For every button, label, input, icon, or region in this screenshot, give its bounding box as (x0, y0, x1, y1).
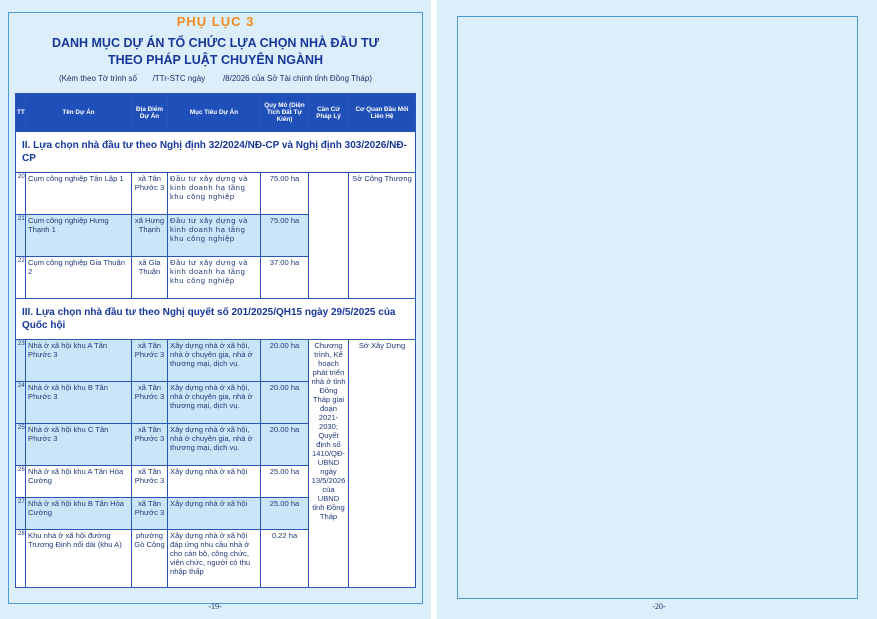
cell-location: xã Tân Phước 3 (132, 382, 168, 424)
cell-scale: 37.00 ha (261, 257, 309, 299)
cell-objective: Đầu tư xây dựng và kinh doanh hạ tầng khu công nghiệp (168, 257, 261, 299)
cell-tt: 22 (16, 257, 26, 299)
cell-objective: Xây dựng nhà ở xã hội (168, 466, 261, 498)
cell-tt: 24 (16, 382, 26, 424)
appendix-title: PHỤ LỤC 3 (176, 14, 255, 29)
cell-objective: Xây dựng nhà ở xã hội đáp ứng nhu cầu nhà ở cho cán bộ, công chức, viên chức, người có thu nhập thấp (168, 530, 261, 588)
cell-location: xã Gia Thuận (132, 257, 168, 299)
cell-scale: 25.00 ha (261, 466, 309, 498)
cell-legal-section3: Chương trình, Kế hoạch phát triển nhà ở tỉnh Đồng Tháp giai đoạn 2021-2030; Quyết định số 1410/QĐ-UBND ngày 13/5/2026 của UBND tỉnh Đồng Tháp (309, 340, 349, 588)
cell-legal-section2 (309, 173, 349, 299)
cell-agency-section3: Sở Xây Dựng (349, 340, 416, 588)
section2-title: II. Lựa chọn nhà đầu tư theo Nghị định 32/2024/NĐ-CP và Nghị định 303/2026/NĐ-CP (16, 132, 416, 173)
section3-title: III. Lựa chọn nhà đầu tư theo Nghị quyết số 201/2025/QH15 ngày 29/5/2025 của Quốc hội (16, 299, 416, 340)
cell-tt: 23 (16, 340, 26, 382)
attachment-note: (Kèm theo Tờ trình số /TTr-STC ngày /8/2026 của Sở Tài chính tỉnh Đồng Tháp) (58, 74, 372, 83)
cell-name: Nhà ở xã hội khu A Tân Phước 3 (26, 340, 132, 382)
document-title-line1: DANH MỤC DỰ ÁN TỔ CHỨC LỰA CHỌN NHÀ ĐẦU TƯ (51, 36, 380, 50)
cell-objective: Đầu tư xây dựng và kinh doanh hạ tầng khu công nghiệp (168, 215, 261, 257)
cell-location: xã Hưng Thạnh (132, 215, 168, 257)
cell-tt: 21 (16, 215, 26, 257)
cell-objective: Xây dựng nhà ở xã hội, nhà ở chuyên gia, nhà ở thương mại, dịch vụ. (168, 382, 261, 424)
cell-location: xã Tân Phước 3 (132, 424, 168, 466)
cell-scale: 75.00 ha (261, 173, 309, 215)
page-number-left: -19- (208, 602, 222, 611)
cell-location: xã Tân Phước 3 (132, 340, 168, 382)
col-header-location: Địa Điểm Dự Án (132, 94, 168, 132)
cell-name: Cụm công nghiệp Gia Thuận 2 (26, 257, 132, 299)
cell-name: Khu nhà ở xã hội đường Trương Định nối dài (khu A) (26, 530, 132, 588)
cell-name: Nhà ở xã hội khu B Tân Phước 3 (26, 382, 132, 424)
table-row (16, 340, 416, 382)
cell-scale: 25.00 ha (261, 498, 309, 530)
cell-tt: 28 (16, 530, 26, 588)
project-table (15, 93, 416, 588)
col-header-objective: Mục Tiêu Dự Án (168, 94, 261, 132)
col-header-scale: Quy Mô (Diện Tích Đất Tự Kiến) (261, 94, 309, 132)
cell-scale: 20.00 ha (261, 424, 309, 466)
table-header-row (16, 94, 416, 132)
cell-location: phường Gò Công (132, 530, 168, 588)
cell-objective: Xây dựng nhà ở xã hội (168, 498, 261, 530)
cell-objective: Xây dựng nhà ở xã hội, nhà ở chuyên gia, nhà ở thương mại, dịch vụ. (168, 340, 261, 382)
right-page-frame (457, 16, 858, 599)
right-page (437, 0, 877, 619)
cell-name: Cụm công nghiệp Hưng Thạnh 1 (26, 215, 132, 257)
col-header-name: Tên Dự Án (26, 94, 132, 132)
cell-scale: 0.22 ha (261, 530, 309, 588)
section-heading-row (16, 132, 416, 173)
cell-location: xã Tân Phước 3 (132, 466, 168, 498)
page-number-right: -20- (652, 602, 666, 611)
col-header-tt: TT (16, 94, 26, 132)
cell-scale: 75.00 ha (261, 215, 309, 257)
cell-tt: 25 (16, 424, 26, 466)
cell-tt: 26 (16, 466, 26, 498)
col-header-agency: Cơ Quan Đầu Mối Liên Hệ (349, 94, 416, 132)
cell-name: Cụm công nghiệp Tân Lập 1 (26, 173, 132, 215)
cell-tt: 20 (16, 173, 26, 215)
cell-name: Nhà ở xã hội khu C Tân Phước 3 (26, 424, 132, 466)
cell-objective: Xây dựng nhà ở xã hội, nhà ở chuyên gia, nhà ở thương mại, dịch vụ. (168, 424, 261, 466)
cell-scale: 20.00 ha (261, 340, 309, 382)
cell-agency-section2: Sở Công Thương (349, 173, 416, 299)
table-row (16, 173, 416, 215)
cell-location: xã Tân Phước 3 (132, 498, 168, 530)
section-heading-row (16, 299, 416, 340)
cell-location: xã Tân Phước 3 (132, 173, 168, 215)
cell-name: Nhà ở xã hội khu B Tân Hòa Cường (26, 498, 132, 530)
left-page (0, 0, 431, 619)
cell-tt: 27 (16, 498, 26, 530)
cell-objective: Đầu tư xây dựng và kinh doanh hạ tầng khu công nghiệp (168, 173, 261, 215)
document-title-line2: THEO PHÁP LUẬT CHUYÊN NGÀNH (107, 53, 324, 67)
cell-name: Nhà ở xã hội khu A Tân Hòa Cường (26, 466, 132, 498)
col-header-legal: Căn Cứ Pháp Lý (309, 94, 349, 132)
cell-scale: 20.00 ha (261, 382, 309, 424)
